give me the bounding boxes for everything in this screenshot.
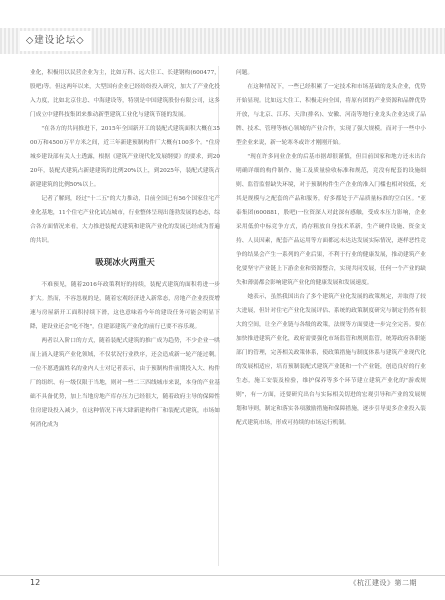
right-paragraph-1: 问题。: [236, 70, 254, 76]
section-heading: 吸现冰火两重天: [95, 258, 155, 268]
left-column: [30, 66, 220, 432]
left-paragraph-3: 记者了解到，经过"十二五"的大力推动，目前全国已有56个国家住宅产业化基地，11个住宅产业化试点城市，行业整体呈现出蓬勃发展的态态，综合各方面情况来看，大力推进装配式建筑和建筑产业化的发展已经成为普遍的共识。: [30, 196, 220, 244]
left-paragraph-5: 两者以入阶口的方式，随着装配式建筑的推广成为趋势，不少企业一哄而上涌入建筑产业化领域，不仅状况行业秩序，还会造成新一轮产能过剩。一位不愿透露姓名的业内人士对记者表示，由于预制构件前期投入大、构件厂的组织、有一级仅限于当地，则对一些二三四线城市来说，本身的产业基础不具备优势，加上当地房地产库存压力已经很大，随着政府主导的保障性住房建设投入减少，在这种情况下再大肆新建构件厂和装配式建筑，市场如何消化成为: [30, 338, 220, 428]
left-paragraph-2: "在各方的共同推进下，2015年全国新开工的装配式建筑面积大概在3500万和4500万平方米之间，近三年新建预制构件厂大概有100多个。"住房城乡建设部有关人士透露，根据《建筑产业现代化发展纲要》的要求，到2020年，装配式建筑占新建建筑的比例20%以上，到2025年，装配式建筑占新建建筑的比例50%以上。: [30, 126, 220, 188]
right-column: [236, 66, 426, 430]
footer-rule: [0, 575, 445, 576]
right-paragraph-4: 她表示，虽然我国出台了多个建筑产业化发展的政策规定，并取得了较大进展，但针对住宅产业化发展评估、系统的政策制度研究与制定仍然有很大的空间，让全产业链与各级的政策，法规等方面要进一步完全完善。要在加快推进建筑产业化，政府需要强化市场监管和规则监管，统筹政府各职能部门的管理，完善相关政策体系，使政策措施与制度体系与建筑产业现代化的发展相适应，培育预制装配式建筑产业链和一个产业链，创造良好的行业生态，施工安装及检验，维护保养等多个环节建立建筑产业化的"游戏规则"，有一方面，还要研究出台与实际相关切进的宏观引导和产业的发展规划和导则，制定和落实各项激励措施和保障措施，逐步引导更多企业投入装配式建筑市场，形成可持续的市场运行机制。: [236, 294, 426, 426]
left-paragraph-4: 不难预见，随着2016年政策利好的持续，装配式建筑的面积将进一步扩大。然而，不容忽视的是，随着宏观经济进入新常态，房地产企业投资增速与房屋新开工面积持续下滑，这也意味着今年的建设任务可能会明显下降，建设业还会"吃不饱"，住建部建筑产业化的前行已要不容乐观。: [30, 282, 220, 330]
journal-name: 《杭江建设》第二期: [349, 579, 417, 587]
right-paragraph-3: "现在许多同业企业的后基市据却很谨慎，但目前国家和地方还未出台明确详细的构件制作、施工及质量验收标准和规范，竞没有配套的设施细则、监管监督缺失环境，对于预制构件生产企业的准入门槛也相对较低，充其是规模与之配套的产品和服务，好多都处于产品质量标准的空白区。"亚泰集团(600881，股吧)一位资深人对此深有感触，受成本压力影响，企业采用低价中标竞争方式，尚存粗放自身技术革新，生产硬件设施、资金支持、人员因素，配套产品运用等方面都远未达达发展实际情况，逐样恶性竞争的结果会产生一系列的产业后果，不利于行业的健康发展，推动建筑产业化要坚守产业链上下游企业和资源整合，实现共同发展，任何一个产业的缺失和薄弱都会影响建筑产业化的健康发展和发展速度。: [236, 154, 426, 286]
left-paragraph-1: 业化，积极用以民营企业为主，比如万科、远大住工、长建钢构(600477，股吧)等。但这两年以来，大型国有企业已经纷纷投入研究，加大了产业化投入力度，比如北京住总、中海建设等，特别是中国建筑股份有限公司，这多门成立中建科技集团来推动新型建筑工业化与建筑节能的发展。: [30, 70, 220, 118]
page-header: [0, 0, 445, 62]
right-paragraph-2: 在这种情况下，一些已经积累了一定技术和市场基础的龙头企业，优势开始显现。比如远大住工、积极走向全国，将原有团的产业资源和品牌优势开放，与北京、江苏、天津(排名)、安徽、河南等地行业龙头企业达成了品牌、技术、管理等核心领域的产业合作，实现了强大规模。而对于一些中小型企业来说，新一轮寒冬或许才刚刚开始。: [236, 84, 426, 146]
page-number: 12: [30, 578, 41, 587]
section-tag: ◇建设论坛◇: [20, 31, 91, 51]
